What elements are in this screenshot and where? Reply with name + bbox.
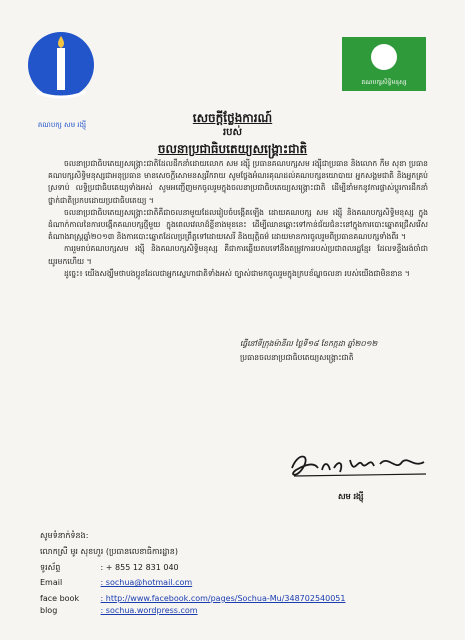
email-label: Email <box>40 578 63 587</box>
facebook-label: face book <box>40 594 80 603</box>
signer-name: សម រង្ស៊ី <box>338 492 364 501</box>
handwritten-signature <box>284 446 434 486</box>
paragraph: ចលនាប្រជាធិបតេយ្យសង្រ្គោះជាតិគឺជាចលនាមួយដែលរៀបចំបង្កើតឡើង ដោយគណបក្ស សម រង្ស៊ី និងគណបក្សសិទ្ធិមនុស្ស ក្នុងដំណាក់កាលនៃការបង្កើតគណបក្សថ្មីមួយ ក្នុងពេលវេលាដ៏ខ្លីខាងមុខនេះ ដើម្បីឈានឆ្ពោះទៅកាន់ជ័យជំនះនៅក្នុងការបោះឆ្នោតជ្រើសរើសតំណាងរាស្រ្តឆ្នាំ២០១៣ និងការបោះឆ្នោតដែលប្រព្រឹត្តទៅដោយសេរី និងយុត្តិធម៌ ដោយមានការចូលរួមពីប្រធានគណបក្សទាំងពីរ ។ <box>48 207 428 242</box>
paragraph: ដូច្នេះ៖ យើងសង្ឃឹមថាបងប្អូនដែលជាអ្នកស្នេហាជាតិទាំងអស់ ច្បាស់ជាមកចូលរួមក្នុងក្របខ័ណ្ឌចលនា របស់យើងជាមិនខាន ។ <box>64 268 410 278</box>
contact-heading: សូមទំនាក់ទំនង: <box>40 531 89 540</box>
phone-label: ទូរស័ព្ទ <box>40 563 61 572</box>
paragraph: ការរួមរាប់គណបក្សសម រង្ស៊ី និងគណបក្សសិទ្ធិមនុស្ស គឺជាការឆ្លើយតបទៅនឹងតម្រូវការរបស់ប្រជាពលរដ្ឋខ្មែរ ដែលទន្ទឹងរង់ចាំជាយូរមកហើយ ។ <box>48 244 428 266</box>
contact-person: លោកស្រី មូរ សុខហួរ (ប្រធានលេខាធិការដ្ឋាន) <box>40 547 178 556</box>
logo-right-caption: គណបក្សសិទ្ធិមនុស្ស <box>361 79 407 86</box>
logo-left-caption: គណបក្ស សម រង្ស៊ី <box>37 121 87 129</box>
statement-of: របស់ <box>222 127 243 138</box>
blog-row <box>40 606 198 615</box>
statement-title: សេចក្តីថ្លែងការណ៍ <box>192 111 273 125</box>
statement-body <box>48 158 428 280</box>
phone-row <box>40 562 179 574</box>
email-row <box>40 578 192 587</box>
email-link[interactable]: : sochua@hotmail.com <box>100 578 193 587</box>
paragraph: ចលនាប្រជាធិបតេយ្យសង្រ្គោះជាតិដែលដឹកនាំដោយលោក សម រង្ស៊ី ប្រធានគណបក្សសម រង្ស៊ីជាប្រធាន និងលោក កឹម សុខា ប្រធានគណបក្សសិទ្ធិមនុស្សជាអនុប្រធាន មានសេចក្តីសោមនស្សរីករាយ សូមថ្លែងអំណរគុណដល់គណបក្សនយោបាយ អ្នកសង្គមជាតិ និងអ្នកគ្រប់ស្រទាប់ លទ្ធិប្រជាធិបតេយ្យទាំងអស់ សូមអញ្ជើញមកចូលរួមក្នុងចលនាប្រជាធិបតេយ្យសង្រ្គោះជាតិ ដើម្បីនាំមកនូវការផ្លាស់ប្តូរការដឹកនាំថ្នាក់ជាតិប្រកបដោយប្រជាធិបតេយ្យ ។ <box>48 159 428 205</box>
facebook-link[interactable]: : http://www.facebook.com/pages/Sochua-Mu/348702540051 <box>100 594 346 603</box>
blog-label: blog <box>40 606 58 615</box>
movement-name: ចលនាប្រជាធិបតេយ្យសង្រ្គោះជាតិ <box>157 142 308 156</box>
facebook-row <box>40 594 345 603</box>
candle-logo <box>26 30 96 120</box>
phone-value: : + 855 12 831 040 <box>100 563 179 572</box>
signer-role: ប្រធានចលនាប្រជាធិបតេយ្យសង្រ្គោះជាតិ <box>240 353 354 362</box>
blog-link[interactable]: : sochua.wordpress.com <box>100 606 198 615</box>
date-line: ធ្វើនៅទីក្រុងម៉ានីល ថ្ងៃទី១៨ ខែកក្កដា ឆ្នាំ២០១២ <box>240 339 378 348</box>
